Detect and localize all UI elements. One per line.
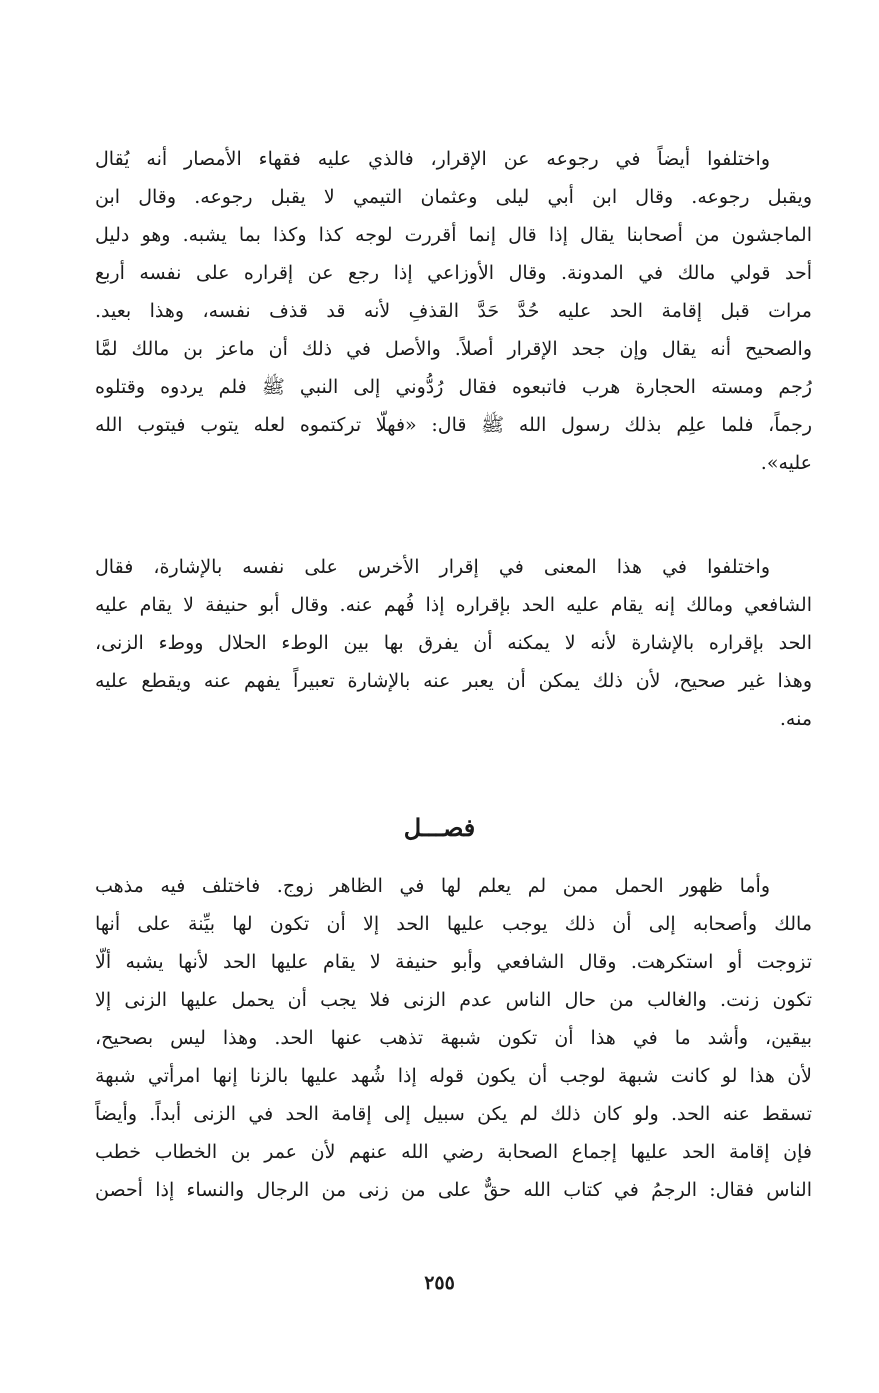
text-line: وهذا غير صحيح، لأن ذلك يمكن أن يعبر عنه بالإشارة تعبيراً يفهم عنه ويقطع عليه xyxy=(95,670,812,692)
text-line: واختلفوا أيضاً في رجوعه عن الإقرار، فالذي عليه فقهاء الأمصار أنه يُقال xyxy=(95,148,770,170)
text-line: واختلفوا في هذا المعنى في إقرار الأخرس على نفسه بالإشارة، فقال xyxy=(95,556,770,578)
text-line: مرات قبل إقامة الحد عليه حُدَّ حَدَّ القذفِ لأنه قد قذف نفسه، وهذا بعيد. xyxy=(95,300,812,322)
text-line: تكون زنت. والغالب من حال الناس عدم الزنى فلا يجب أن يحمل عليها الزنى إلا xyxy=(95,989,812,1011)
text-line: الشافعي ومالك إنه يقام عليه الحد بإقراره إذا فُهم عنه. وقال أبو حنيفة لا يقام عليه xyxy=(95,594,812,616)
section-heading: فصـــل xyxy=(403,813,476,842)
text-line: الحد بإقراره بالإشارة لأنه لا يمكنه أن يفرق بها بين الوطء الحلال ووطء الزنى، xyxy=(95,632,812,654)
text-line: فإن إقامة الحد عليها إجماع الصحابة رضي الله عنهم لأن عمر بن الخطاب خطب xyxy=(95,1141,812,1163)
text-line: بيقين، وأشد ما في هذا أن تكون شبهة تذهب عنها الحد. وهذا ليس بصحيح، xyxy=(95,1027,812,1049)
text-line: رجماً، فلما علِم بذلك رسول الله ﷺ قال: «فهلّا تركتموه لعله يتوب فيتوب الله xyxy=(95,414,812,436)
text-line: والصحيح أنه يقال وإن جحد الإقرار أصلاً. والأصل في ذلك أن ماعز بن مالك لمَّا xyxy=(95,338,812,360)
text-line: منه. xyxy=(779,708,812,730)
text-line: تزوجت أو استكرهت. وقال الشافعي وأبو حنيفة لا يقام عليها الحد لأنها يشبه ألّا xyxy=(95,951,812,973)
text-line: مالك وأصحابه إلى أن ذلك يوجب عليها الحد إلا أن تكون لها بيِّنة على أنها xyxy=(95,913,812,935)
text-line: وأما ظهور الحمل ممن لم يعلم لها في الظاهر زوج. فاختلف فيه مذهب xyxy=(95,875,770,897)
text-line: الماجشون من أصحابنا يقال إذا قال إنما أقررت لوجه كذا وكذا بما يشبه. وهو دليل xyxy=(95,224,812,246)
text-line: رُجم ومسته الحجارة هرب فاتبعوه فقال رُدُّوني إلى النبي ﷺ فلم يردوه وقتلوه xyxy=(95,376,812,398)
paragraph-1 xyxy=(95,140,812,482)
text-line: عليه». xyxy=(760,452,812,474)
text-line: تسقط عنه الحد. ولو كان ذلك لم يكن سبيل إلى إقامة الحد في الزنى أبداً. وأيضاً xyxy=(95,1103,812,1125)
paragraph-3 xyxy=(95,867,812,1209)
paragraph-2 xyxy=(95,548,812,738)
text-line: أحد قولي مالك في المدونة. وقال الأوزاعي إذا رجع عن إقراره على نفسه أربع xyxy=(95,262,812,284)
page-number: ٢٥٥ xyxy=(424,1272,455,1294)
text-line: لأن هذا لو كانت شبهة لوجب أن يكون قوله إذا شُهد عليها بالزنا إنها امرأتي شبهة xyxy=(95,1065,812,1087)
text-line: ويقبل رجوعه. وقال ابن أبي ليلى وعثمان التيمي لا يقبل رجوعه. وقال ابن xyxy=(95,186,812,208)
text-line: الناس فقال: الرجمُ في كتاب الله حقٌّ على من زنى من الرجال والنساء إذا أحصن xyxy=(95,1179,812,1201)
